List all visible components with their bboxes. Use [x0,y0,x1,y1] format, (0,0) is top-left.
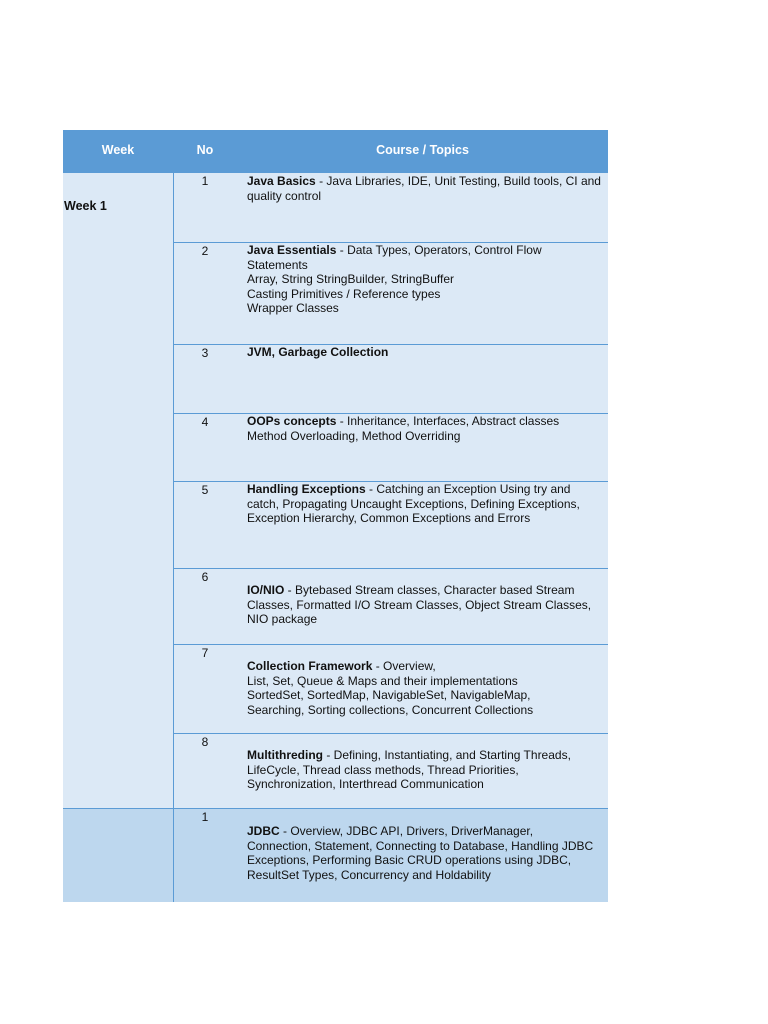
table-header [63,130,608,173]
row-number: 6 [201,570,209,584]
row-number: 4 [201,415,209,429]
row-topic [247,345,607,360]
topic-title: Java Basics [247,174,316,188]
row-topic: Multithreding - Defining, Instantiating, and Starting Threads, LifeCycle, Thread class methods, Thread Priorities, Synchronization, Interthread Communication [247,748,571,792]
topic-title: OOPs concepts [247,414,337,428]
table-body [63,173,608,902]
table-row [173,644,608,734]
table-row [173,733,608,809]
table-row [173,173,608,242]
header-no: No [196,143,214,157]
row-topic: Collection Framework - Overview, List, Set, Queue & Maps and their implementations SortedSet, SortedMap, NavigableSet, NavigableMap, Searching, Sorting collections, Concurrent Collections [247,659,534,717]
row-number: 8 [201,735,209,749]
row-number: 3 [201,346,209,360]
row-topic: Handling Exceptions - Catching an Exception Using try and catch, Propagating Uncaught Exceptions, Defining Exceptions, Exception Hierarchy, Common Exceptions and Errors [247,482,580,526]
row-topic: JDBC - Overview, JDBC API, Drivers, DriverManager, Connection, Statement, Connecting to Database, Handling JDBC Exceptions, Performing Basic CRUD operations using JDBC, ResultSet Types, Concurrency and Holdability [247,824,594,882]
topic-title: Multithreding [247,748,323,762]
row-number: 2 [201,244,209,258]
topic-title: Handling Exceptions [247,482,366,496]
table-row [173,568,608,645]
table-row [173,413,608,482]
table-row [173,809,608,902]
table-row [173,481,608,569]
topic-title: JVM, Garbage Collection [247,345,389,359]
row-number: 1 [201,810,209,824]
table-row [173,344,608,414]
row-number: 7 [201,646,209,660]
topic-title: Java Essentials [247,243,337,257]
row-number: 5 [201,483,209,497]
row-topic: Java Basics - Java Libraries, IDE, Unit Testing, Build tools, CI and quality control [247,174,601,203]
header-topics: Course / Topics [376,143,469,157]
header-week: Week [101,143,135,157]
row-number: 1 [201,174,209,188]
topic-title: Collection Framework [247,659,373,673]
row-topic: OOPs concepts - Inheritance, Interfaces, Abstract classes Method Overloading, Method Overriding [247,414,560,443]
topic-title: IO/NIO [247,583,285,597]
week-label: Week 1 [64,199,107,213]
topic-title: JDBC [247,824,280,838]
row-topic: IO/NIO - Bytebased Stream classes, Character based Stream Classes, Formatted I/O Stream Classes, Object Stream Classes, NIO package [247,583,592,627]
table-row [173,242,608,345]
row-topic: Java Essentials - Data Types, Operators, Control Flow Statements Array, String StringBuilder, StringBuffer Casting Primitives / Reference types Wrapper Classes [247,243,542,316]
